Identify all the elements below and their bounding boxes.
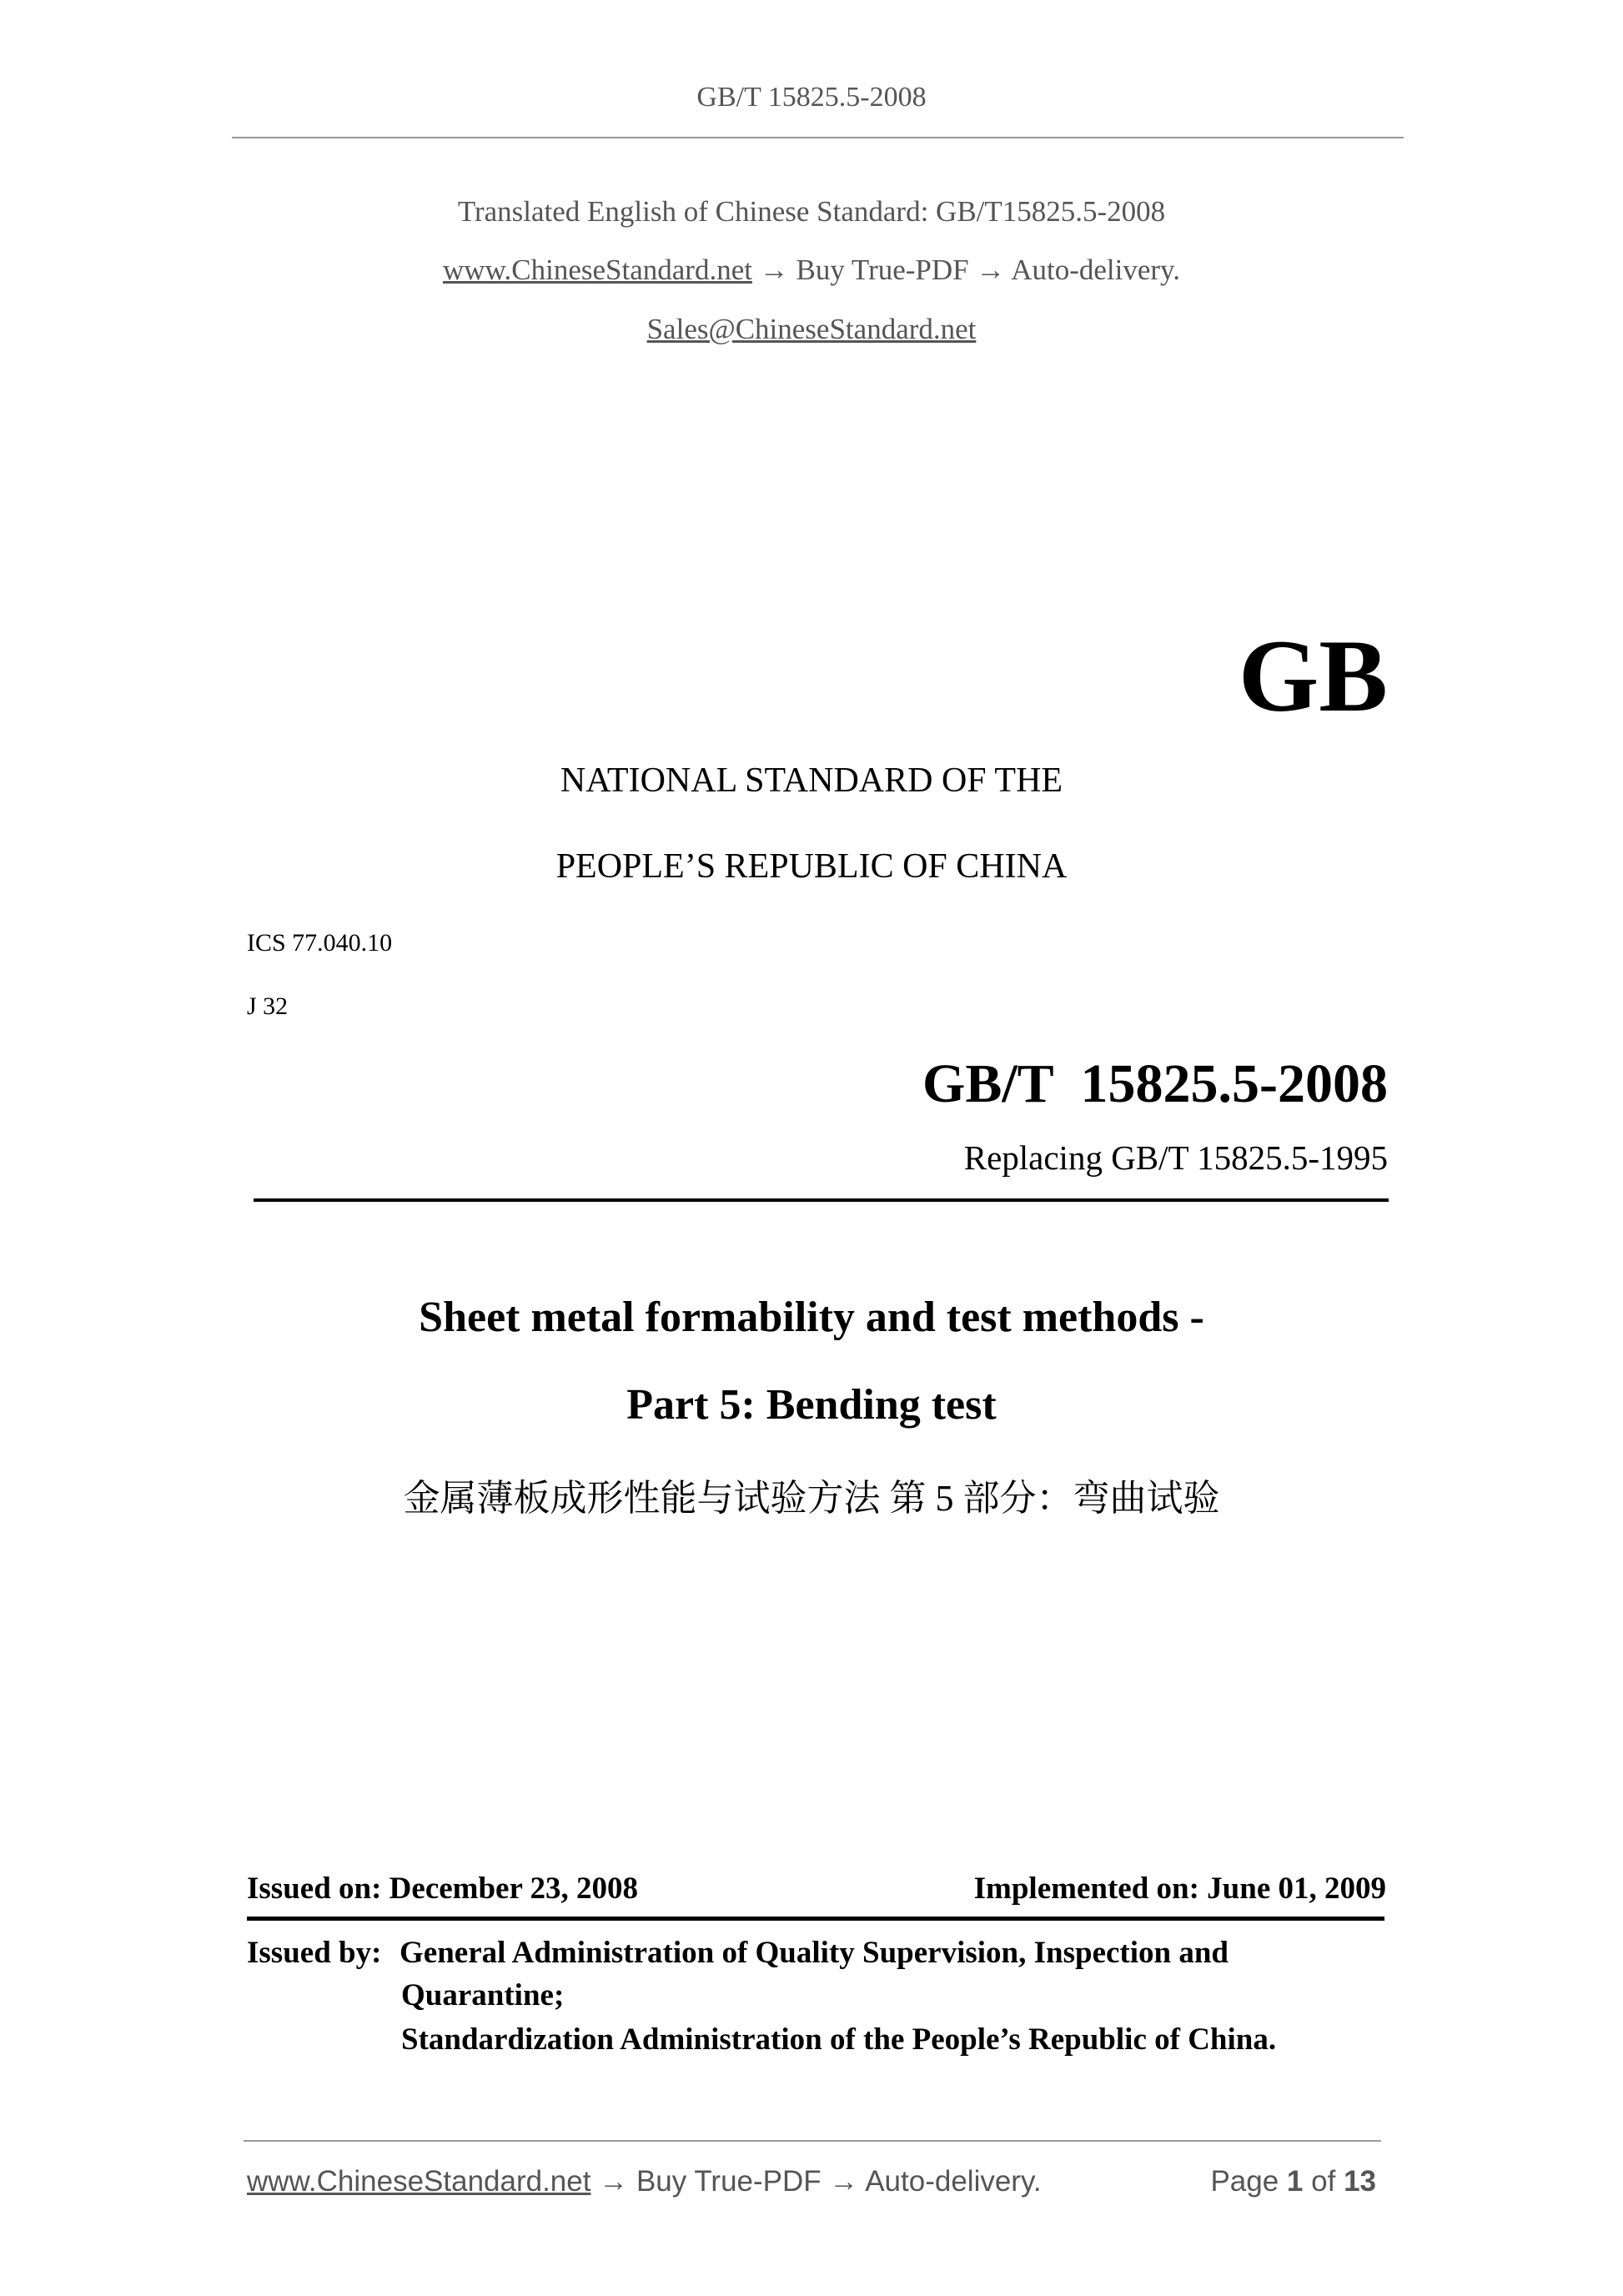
page-total: 13 bbox=[1344, 2165, 1376, 2198]
promo-line bbox=[0, 254, 1623, 287]
auto-delivery-text: Auto-delivery. bbox=[1011, 254, 1181, 286]
footer-divider bbox=[244, 2140, 1381, 2142]
issued-by-label: Issued by: bbox=[247, 1936, 382, 1970]
ccs-code: J 32 bbox=[247, 992, 289, 1020]
of-label: of bbox=[1311, 2165, 1336, 2198]
dates-divider bbox=[247, 1917, 1384, 1921]
replacing-note: Replacing GB/T 15825.5-1995 bbox=[963, 1138, 1388, 1177]
arrow-icon: → bbox=[759, 254, 789, 286]
arrow-icon: → bbox=[599, 2165, 629, 2198]
title-divider bbox=[254, 1198, 1389, 1202]
translation-note: Translated English of Chinese Standard: GB/T15825.5-2008 bbox=[457, 195, 1166, 228]
page-label: Page bbox=[1210, 2165, 1279, 2198]
footer-site-link[interactable]: www.ChineseStandard.net bbox=[247, 2165, 591, 2198]
gb-logo: GB bbox=[1238, 619, 1388, 733]
footer-buy-text: Buy True-PDF bbox=[636, 2165, 822, 2198]
running-header: GB/T 15825.5-2008 bbox=[696, 82, 927, 113]
issuer-1: General Administration of Quality Supervision, Inspection and bbox=[399, 1936, 1229, 1970]
footer-auto-text: Auto-delivery. bbox=[865, 2165, 1042, 2198]
page-indicator bbox=[1210, 2165, 1376, 2198]
email-line bbox=[0, 313, 1623, 346]
arrow-icon: → bbox=[829, 2165, 859, 2198]
title-line1: Sheet metal formability and test methods - bbox=[419, 1294, 1204, 1341]
national-standard-line1: NATIONAL STANDARD OF THE bbox=[560, 761, 1063, 800]
implemented-on: Implemented on: June 01, 2009 bbox=[973, 1871, 1386, 1906]
page-number: 1 bbox=[1286, 2165, 1304, 2198]
email-link[interactable]: Sales@ChineseStandard.net bbox=[646, 313, 977, 345]
arrow-icon: → bbox=[976, 254, 1006, 286]
buy-text: Buy True-PDF bbox=[796, 254, 969, 286]
footer-promo bbox=[247, 2165, 1042, 2198]
issued-on: Issued on: December 23, 2008 bbox=[247, 1871, 638, 1906]
header-divider bbox=[232, 137, 1404, 138]
chinese-title: 金属薄板成形性能与试验方法 第 5 部分：弯曲试验 bbox=[403, 1478, 1220, 1519]
issuer-1-cont: Quarantine; bbox=[401, 1978, 565, 2012]
national-standard-line2: PEOPLE’S REPUBLIC OF CHINA bbox=[555, 847, 1068, 886]
site-link[interactable]: www.ChineseStandard.net bbox=[442, 254, 752, 286]
ics-code: ICS 77.040.10 bbox=[247, 929, 393, 957]
issuer-2: Standardization Administration of the People’s Republic of China. bbox=[401, 2022, 1277, 2057]
title-line2: Part 5: Bending test bbox=[626, 1381, 997, 1429]
standard-number: GB/T 15825.5-2008 bbox=[922, 1053, 1388, 1114]
